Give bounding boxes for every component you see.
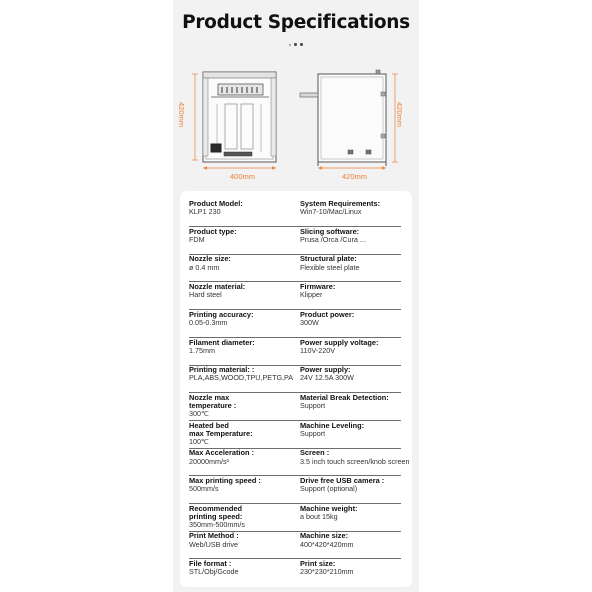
spec-label: Printing material: : (189, 365, 255, 375)
spec-value: Win7-10/Mac/Linux (300, 207, 362, 217)
spec-cell (300, 311, 408, 328)
spec-value: 300℃ (189, 409, 210, 419)
spec-label: Nozzle size: (189, 254, 231, 264)
spec-label: Recommended printing speed: (189, 503, 243, 521)
spec-cell (300, 200, 408, 217)
spec-label: File format : (189, 559, 232, 569)
spec-cell (300, 505, 408, 522)
spec-value: 300W (300, 318, 319, 327)
spec-label: Max Acceleration : (189, 448, 255, 458)
spec-value: STL/Obj/Gcode (189, 567, 239, 577)
printer-drawings-svg (173, 62, 419, 187)
spec-label: Print Method : (189, 531, 239, 541)
spec-value: 20000mm/s² (189, 456, 229, 466)
spec-cell (300, 477, 408, 494)
spec-value: 350mm-500mm/s (189, 520, 245, 530)
spec-cell (300, 532, 408, 549)
spec-value: 1.75mm (189, 345, 215, 355)
spec-cell (189, 255, 297, 272)
spec-value: Hard steel (189, 290, 222, 300)
spec-row (189, 505, 401, 532)
spec-value: 400*420*420mm (300, 539, 354, 549)
spec-cell (300, 366, 408, 383)
spec-label: Power supply: (300, 365, 351, 375)
spec-value: Support (300, 428, 326, 438)
pagination-dot-active[interactable] (294, 43, 297, 46)
spec-cell (300, 560, 408, 577)
spec-label: Material Break Detection: (300, 392, 389, 402)
side-width-dimension (318, 166, 386, 169)
spec-cell (189, 311, 297, 328)
spec-value: Support (300, 401, 326, 411)
spec-cell (189, 283, 297, 300)
spec-cell (189, 228, 297, 245)
spec-value: 0.05-0.3mm (189, 318, 228, 327)
spec-row (189, 394, 401, 421)
spec-label: Nozzle material: (189, 282, 246, 292)
spec-label: Structural plate: (300, 254, 357, 264)
spec-value: Web/USB drive (189, 539, 238, 549)
spec-cell (189, 532, 297, 549)
spec-label: Product type: (189, 226, 237, 236)
spec-table (180, 191, 412, 587)
side-height-label: 420mm (395, 101, 405, 128)
spec-label: System Requirements: (300, 199, 381, 208)
spec-cell (189, 560, 297, 577)
spec-value: FDM (189, 234, 205, 244)
front-width-label: 400mm (230, 172, 256, 181)
front-height-label: 420mm (177, 101, 187, 128)
pagination-dot[interactable] (300, 43, 303, 46)
spec-value: PLA,ABS,WOOD,TPU,PETG,PA (189, 373, 294, 383)
spec-label: Power supply voltage: (300, 337, 379, 347)
side-width-label: 420mm (342, 172, 368, 181)
spec-cell (189, 422, 297, 447)
spec-value: 100℃ (189, 437, 210, 446)
spec-panel (173, 0, 419, 592)
spec-cell (300, 283, 408, 300)
spec-label: Heated bed max Temperature: (189, 420, 253, 438)
front-height-dimension (192, 74, 198, 160)
spec-label: Screen : (300, 448, 330, 458)
spec-value: ø 0.4 mm (189, 262, 220, 272)
spec-cell (189, 449, 297, 466)
spec-row (189, 339, 401, 366)
spec-cell (300, 339, 408, 356)
spec-row (189, 311, 401, 338)
spec-cell (300, 422, 408, 439)
spec-row (189, 560, 401, 587)
spec-value: 230*230*210mm (300, 567, 354, 577)
spec-label: Max printing speed : (189, 476, 261, 485)
spec-value: Support (optional) (300, 484, 358, 494)
spec-label: Slicing software: (300, 226, 360, 236)
spec-label: Machine Leveling: (300, 420, 365, 430)
spec-value: 3.5 inch touch screen/knob screen (300, 456, 410, 466)
spec-cell (300, 449, 408, 466)
spec-label: Nozzle max temperature : (189, 392, 237, 411)
spec-value: 110V-220V (300, 345, 336, 355)
pagination-dot[interactable] (289, 44, 291, 46)
spec-label: Machine size: (300, 531, 349, 541)
spec-cell (189, 366, 297, 383)
side-view-drawing (300, 70, 386, 166)
spec-cell (189, 339, 297, 356)
spec-label: Product Model: (189, 199, 243, 208)
front-view-drawing (203, 72, 276, 162)
page-title: Product Specifications (182, 12, 410, 33)
spec-row (189, 532, 401, 559)
spec-cell (189, 394, 297, 419)
spec-row (189, 477, 401, 504)
spec-label: Firmware: (300, 282, 336, 292)
spec-cell (300, 255, 408, 272)
spec-cell (189, 200, 297, 217)
spec-label: Printing accuracy: (189, 309, 254, 319)
spec-row (189, 448, 410, 476)
spec-row (189, 366, 401, 393)
spec-row (189, 228, 401, 255)
spec-cell (300, 394, 408, 411)
spec-value: a bout 15kg (300, 511, 338, 521)
spec-value: KLP1 230 (189, 207, 221, 217)
spec-row (189, 200, 401, 227)
spec-label: Print size: (300, 559, 336, 569)
spec-label: Machine weight: (300, 503, 358, 513)
spec-cell (189, 505, 297, 530)
pagination-dots (173, 43, 419, 46)
spec-label: Drive free USB camera : (300, 476, 385, 485)
spec-row (189, 422, 401, 449)
spec-value: Flexible steel plate (300, 262, 360, 272)
printer-dimension-drawing (173, 62, 419, 187)
spec-value: Prusa /Orca /Cura ... (300, 234, 366, 244)
spec-value: Klipper (300, 290, 323, 300)
front-width-dimension (203, 166, 276, 169)
spec-value: 500mm/s (189, 484, 219, 494)
spec-cell (300, 228, 408, 245)
spec-label: Filament diameter: (189, 337, 255, 347)
spec-row (189, 255, 401, 282)
spec-row (189, 283, 401, 310)
spec-value: 24V 12.5A 300W (300, 373, 354, 383)
spec-label: Product power: (300, 309, 355, 319)
spec-cell (189, 477, 297, 494)
